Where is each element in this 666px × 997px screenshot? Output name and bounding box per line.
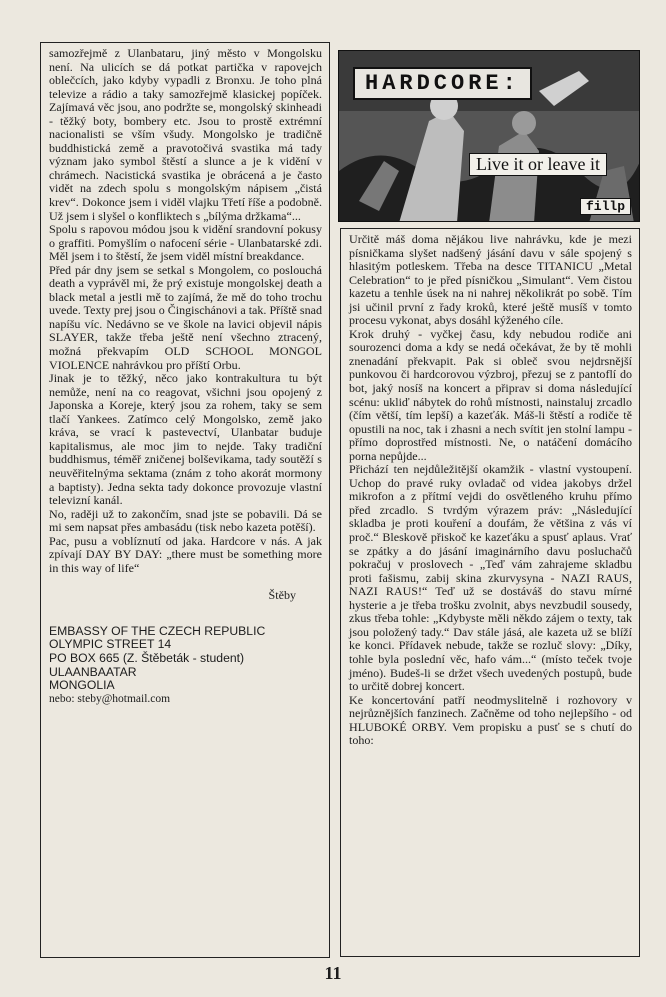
article-paragraph: samozřejmě z Ulanbataru, jiný město v Mongolsku není. Na ulicích se dá potkat partička v rapovejch oblečcích, jako kdyby vypadli z Bronxu. Je toho plná televize a rádio a taky samozřejmě klasickej popíček. Zajímavá věc jsou, ano podržte se, mongolský skinheadi - těžký boty, bombery etc. Jsou to prostě extrémní nacionalisti se vším všudy. Mongolsko je tradičně buddhistická země a pravotočivá svastika má tady význam jako symbol štěstí a slunce a je k vidění v chrámech. Nacistická svastika je obrácená a je často vidět na zdech spolu s mongolským nápisem „čistá krev“. Dokonce jsem i viděl vlajku Třetí říše a podobně. Už jsem i slyšel o konfliktech s „bílýma držkama“... (49, 46, 322, 223)
right-article-column (340, 228, 640, 957)
article-paragraph: Krok druhý - vyčkej času, kdy nebudou rodiče ani sourozenci doma a kdy se nedá očekávat, že by tě mohli znenadání překvapit. Pak si obleč svou nejdrsnější punkovou či hardcorovou výzbroj, přezuj se z pantoflí do bot, jaký nosíš na koncert a připrav si doma následující scénu: ukliď nábytek do rohů místnosti, nainstaluj zrcadlo (čím větší, tím lepší) a kazeťák. Máš-li štěstí a rodiče tě opustili na noc, tak i zhasni a nech svítit jen stolní lampu - přímo doprostřed místnosti. Ne, o natáčení domácího porna nepůjde... (349, 326, 632, 463)
banner-subtitle: Live it or leave it (469, 153, 607, 176)
article-paragraph: Před pár dny jsem se setkal s Mongolem, co poslouchá death a vyprávěl mi, že prý existuje mongolskej death a black metal a jestli mě to zajímá, že mě do toho trochu uvede. Texty prej jsou o Čingischánovi a tak. Příště snad napíšu víc. Nedávno se ve škole na lavici objevil nápis SLAYER, takže třeba ještě není všechno ztracený, možná překvapím OLD SCHOOL MONGOL VIOLENCE nahrávkou pro příští Orbu. (49, 262, 322, 372)
page-number: 11 (324, 963, 342, 983)
banner-artist-tag: fillp (580, 198, 631, 215)
address-line: OLYMPIC STREET 14 (49, 637, 172, 652)
author-signature: Štěby (268, 588, 296, 603)
article-paragraph: Pac, pusu a voblíznutí od jaka. Hardcore v nás. A jak zpívají DAY BY DAY: „there must be something more in this way of life“ (49, 533, 322, 575)
article-paragraph: No, raději už to zakončím, snad jste se pobavili. Dá se mi sem napsat přes ambasádu (tisk nebo kazeta potěší). (49, 506, 322, 535)
article-paragraph: Spolu s rapovou módou jsou k vidění srandovní pokusy o graffiti. Pomyšlím o nafocení série - Ulanbatarské zdi. Měl jsem i to štěstí, že jsem viděl místní breakdance. (49, 222, 322, 264)
address-line: PO BOX 665 (Z. Štěbeták - student) (49, 651, 245, 666)
address-line: EMBASSY OF THE CZECH REPUBLIC (49, 623, 266, 638)
article-paragraph: Jinak je to těžký, něco jako kontrakultura tu být nemůže, není na co reagovat, všichni jsou opojený z Japonska a Koreje, který jsou za rohem, taky se sem tlačí Yankees. Zatímco celý Mongolsko, země jako kráva, se vrací k pastevectví, Ulanbatar buduje kapitalismus, ale moc jim to nejde. Taky tradiční buddhismus, téměř zničenej bolševikama, tady soutěží s neuvěřitelnýma sektama (znám z toho akorát mormony a baptisty). Jedna sekta tady dokonce provozuje vlastní televizní kanál. (49, 371, 322, 508)
email-line: nebo: steby@hotmail.com (49, 692, 171, 705)
banner-title: HARDCORE: (353, 67, 532, 100)
article-paragraph: Určitě máš doma nějákou live nahrávku, kde je mezi písničkama slyšet nadšený jásání davu v sále spojený s hlasitým potleskem. Třeba na desce TITANICU „Metal Celebration“ to je před písničkou „Simulant“. Vem čistou kazetu a tenhle úsek na ni nahrej několikrát po sobě. Tím jsi učinil první z řady kroků, které ještě musíš v tomto procesu vykonat, abys dosáhl kýženého cíle. (349, 232, 632, 328)
left-article-column (40, 42, 330, 958)
address-line: ULAANBAATAR (49, 664, 137, 679)
hardcore-banner-image (338, 50, 640, 222)
article-paragraph: Přichází ten nejdůležitější okamžik - vlastní vystoupení. Uchop do pravé ruky ovladač od videa jakobys držel mikrofon a z přítmí vejdi do osvětleného kruhu přímo před zrcadlo. S tvrdým výrazem práv: „Následující skladba je proti kouření a doufám, že většina z vás ví proč.“ Bleskově přiskoč ke kazeťáku a spusť aplaus. Vrať se zpátky a do jásání imaginárního davu posluchačů pokračuj v proslovech - „Teď vám zahrajeme skladbu proti fašismu, zabij skina zkurvysyna - NAZI RAUS, NAZI RAUS!“ Teď už se dostáváš do stavu mírné hysterie a je třeba trošku zvolnit, abys nevzbudil sousedy, zkus třeba tohle: „Kdybyste měli někdo zájem o texty, tak jsou položený tady.“ Dav stále jásá, ale kazeta už se blíží ke konci. Přídavek nebude, takže se rozluč slovy: „Díky, tohle byla poslední věc, hafo vám...“ (místo teček tvoje jméno). Budeš-li se držet všech uvedených postupů, bude to určitě dobrej koncert. (349, 462, 632, 694)
address-line: MONGOLIA (49, 678, 115, 693)
postal-address (49, 625, 322, 707)
article-paragraph: Ke koncertování patří neodmyslitelně i rozhovory v nejrůznějších fanzinech. Začněme od toho nejlepšího - od HLUBOKÉ ORBY. Vem propisku a pusť se s chutí do toho: (349, 692, 632, 748)
